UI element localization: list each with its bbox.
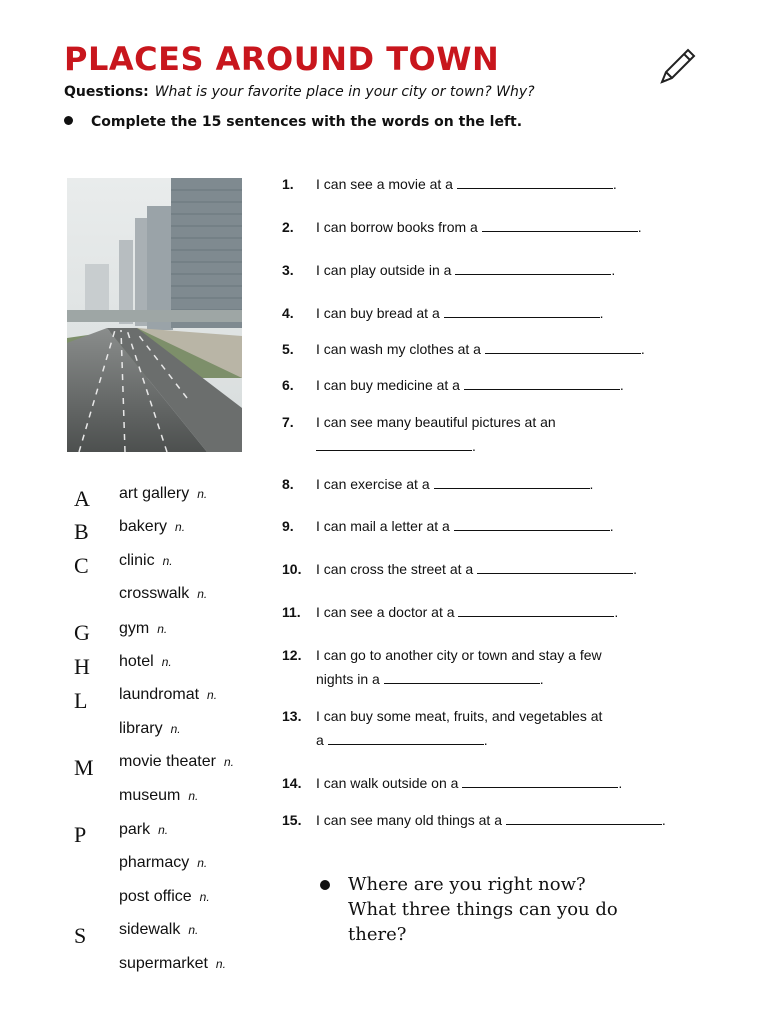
city-street-photo — [67, 178, 242, 452]
answer-blank[interactable] — [444, 303, 600, 318]
sentence-2: 2. I can borrow books from a . — [282, 219, 642, 235]
letter-h: H — [74, 654, 90, 679]
word-item: park n. — [119, 821, 169, 838]
word-item: movie theater n. — [119, 753, 234, 770]
sentence-7: 7. I can see many beautiful pictures at an . — [282, 414, 556, 454]
sentence-15: 15. I can see many old things at a . — [282, 812, 666, 828]
answer-blank[interactable] — [455, 260, 611, 275]
word-item: library n. — [119, 720, 181, 737]
questions-label: Questions: — [64, 84, 149, 100]
sentence-8: 8. I can exercise at a . — [282, 476, 594, 492]
answer-blank[interactable] — [464, 375, 620, 390]
sentence-3: 3. I can play outside in a . — [282, 262, 616, 278]
word-item: laundromat n. — [119, 686, 218, 703]
letter-g: G — [74, 620, 90, 645]
answer-blank[interactable] — [457, 174, 613, 189]
instruction-text: Complete the 15 sentences with the words on the left. — [91, 114, 523, 130]
answer-blank[interactable] — [485, 339, 641, 354]
word-item: art gallery n. — [119, 485, 208, 502]
letter-b: B — [74, 519, 89, 544]
word-item: crosswalk n. — [119, 585, 208, 602]
answer-blank[interactable] — [482, 217, 638, 232]
sentence-1: 1. I can see a movie at a . — [282, 176, 617, 192]
sentence-6: 6. I can buy medicine at a . — [282, 377, 624, 393]
letter-a: A — [74, 486, 90, 511]
answer-blank[interactable] — [384, 669, 540, 684]
sentence-5: 5. I can wash my clothes at a . — [282, 341, 645, 357]
final-question-text: Where are you right now? What three things can you do there? — [348, 874, 618, 945]
answer-blank[interactable] — [454, 516, 610, 531]
word-item: pharmacy n. — [119, 854, 208, 871]
questions-line — [64, 84, 535, 100]
answer-blank[interactable] — [477, 559, 633, 574]
sentence-13: 13. I can buy some meat, fruits, and vegetables at a . — [282, 708, 603, 748]
answer-blank[interactable] — [462, 773, 618, 788]
questions-text: What is your favorite place in your city or town? Why? — [154, 84, 535, 100]
letter-s: S — [74, 923, 87, 948]
sentence-10: 10. I can cross the street at a . — [282, 561, 637, 577]
answer-blank[interactable] — [434, 474, 590, 489]
answer-blank[interactable] — [316, 436, 472, 451]
word-item: hotel n. — [119, 653, 172, 670]
answer-blank[interactable] — [506, 810, 662, 825]
bullet-icon — [320, 880, 330, 890]
sentence-11: 11. I can see a doctor at a . — [282, 604, 619, 620]
sentence-12: 12. I can go to another city or town and stay a few nights in a . — [282, 647, 602, 687]
answer-blank[interactable] — [458, 602, 614, 617]
instruction-line — [64, 114, 522, 130]
sentence-9: 9. I can mail a letter at a . — [282, 518, 614, 534]
sentence-4: 4. I can buy bread at a . — [282, 305, 604, 321]
word-item: post office n. — [119, 888, 210, 905]
word-item: museum n. — [119, 787, 199, 804]
page-title: PLACES AROUND TOWN — [64, 40, 500, 78]
word-item: bakery n. — [119, 518, 186, 535]
letter-l: L — [74, 688, 88, 713]
answer-blank[interactable] — [328, 730, 484, 745]
letter-m: M — [74, 755, 94, 780]
word-item: sidewalk n. — [119, 921, 199, 938]
word-item: gym n. — [119, 620, 168, 637]
bullet-icon — [64, 116, 73, 125]
letter-p: P — [74, 822, 87, 847]
final-question — [320, 872, 708, 947]
letter-c: C — [74, 553, 89, 578]
sentence-14: 14. I can walk outside on a . — [282, 775, 623, 791]
word-item: supermarket n. — [119, 955, 226, 972]
word-item: clinic n. — [119, 552, 173, 569]
pencil-icon — [656, 44, 700, 88]
